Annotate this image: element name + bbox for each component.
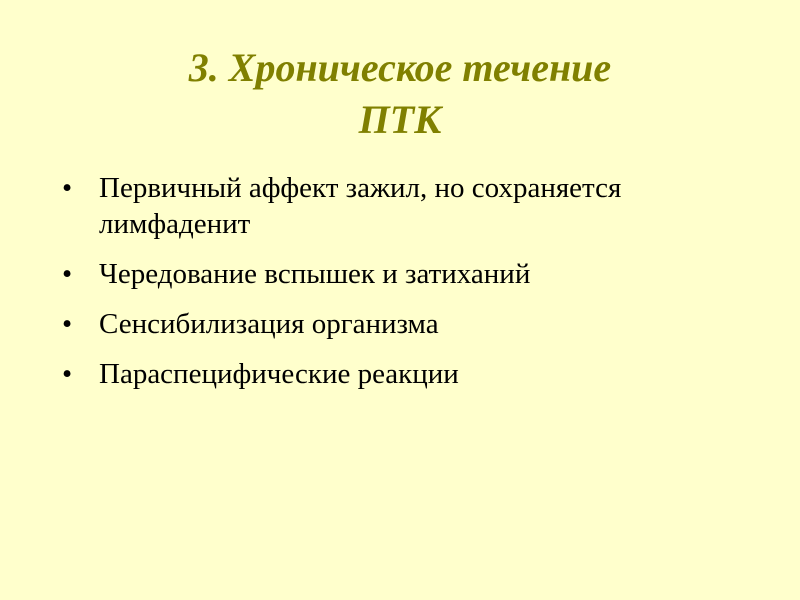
list-item bbox=[62, 170, 752, 242]
list-item bbox=[62, 356, 752, 392]
bullet-icon: • bbox=[62, 172, 73, 204]
slide-title-line-1: 3. Хроническое течение bbox=[188, 45, 612, 90]
bullet-icon: • bbox=[62, 258, 73, 290]
bullet-icon: • bbox=[62, 308, 73, 340]
bullet-icon: • bbox=[62, 358, 73, 390]
bullet-text: Первичный аффект зажил, но сохраняется лимфаденит bbox=[99, 172, 622, 240]
bullet-text: Параспецифические реакции bbox=[99, 358, 459, 390]
slide-title bbox=[40, 42, 760, 146]
list-item bbox=[62, 306, 752, 342]
list-item bbox=[62, 256, 752, 292]
bullet-text: Чередование вспышек и затиханий bbox=[99, 258, 531, 290]
bullet-text: Сенсибилизация организма bbox=[99, 308, 439, 340]
slide-title-line-2: ПТК bbox=[358, 97, 442, 142]
bullet-list bbox=[62, 170, 752, 406]
